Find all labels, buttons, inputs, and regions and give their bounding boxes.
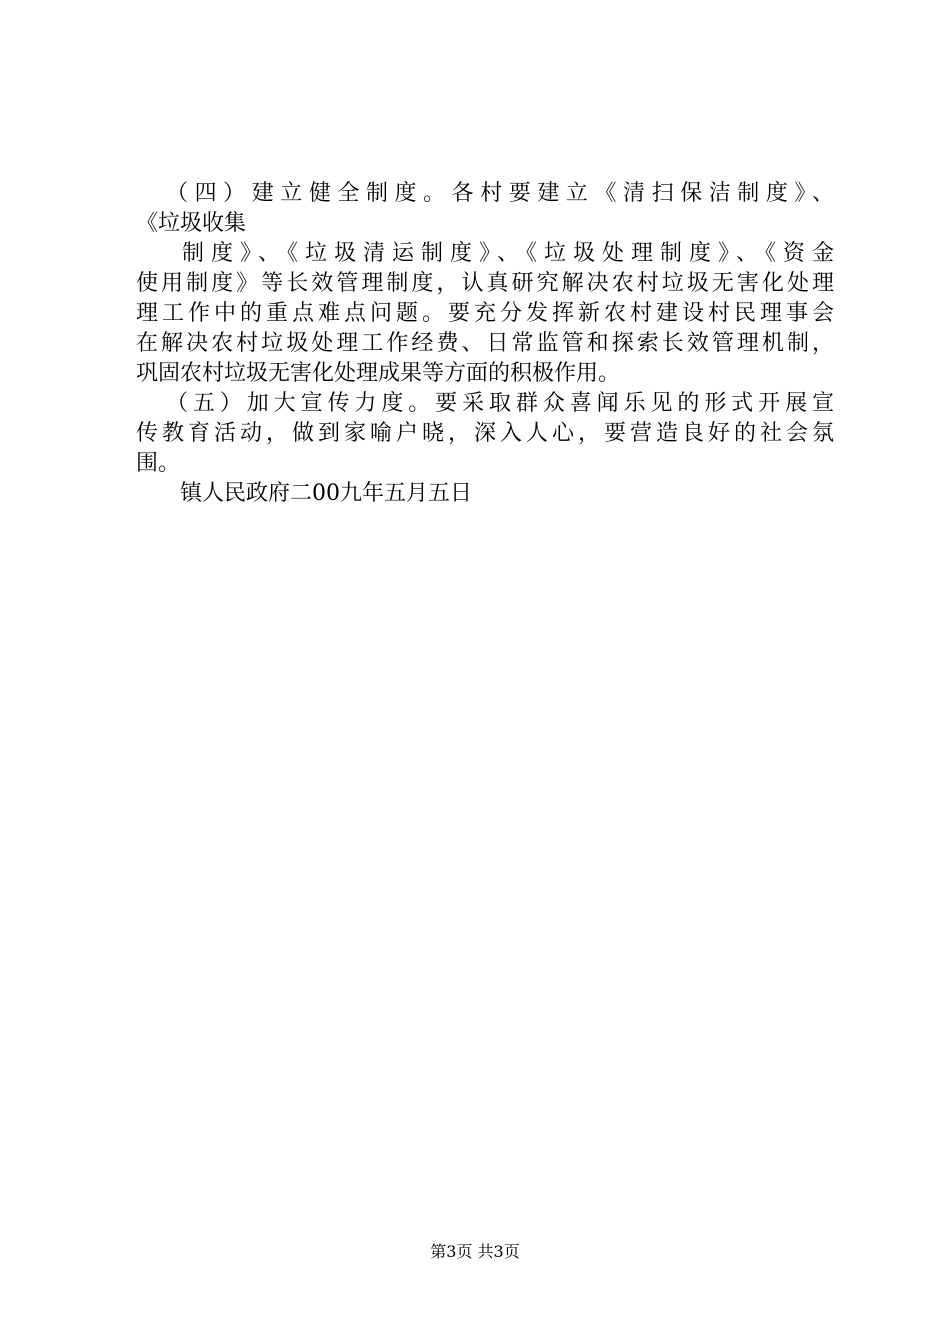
paragraph-4-line-3: 制度》、《垃圾清运制度》、《垃圾处理制度》、《资金 xyxy=(182,241,834,266)
signature-line: 镇人民政府二00九年五月五日 xyxy=(180,481,472,506)
paragraph-4-line-5: 理工作中的重点难点问题。要充分发挥新农村建设村民理事会 xyxy=(136,301,834,326)
page-number-footer: 第3页 共3页 xyxy=(430,1242,520,1261)
paragraph-5-line-3: 围。 xyxy=(136,451,181,476)
paragraph-4-line-4: 使用制度》等长效管理制度，认真研究解决农村垃圾无害化处理 xyxy=(136,271,834,296)
paragraph-5-line-1: （五）加大宣传力度。要采取群众喜闻乐见的形式开展宣 xyxy=(166,391,834,416)
paragraph-5-line-2: 传教育活动，做到家喻户晓，深入人心，要营造良好的社会氛 xyxy=(136,421,834,446)
paragraph-4-line-1: （四）建立健全制度。各村要建立《清扫保洁制度》、 xyxy=(166,181,834,206)
paragraph-4-line-2: 《垃圾收集 xyxy=(136,211,247,236)
paragraph-4-line-7: 巩固农村垃圾无害化处理成果等方面的积极作用。 xyxy=(136,361,621,386)
paragraph-4-line-6: 在解决农村垃圾处理工作经费、日常监管和探索长效管理机制， xyxy=(136,331,834,356)
